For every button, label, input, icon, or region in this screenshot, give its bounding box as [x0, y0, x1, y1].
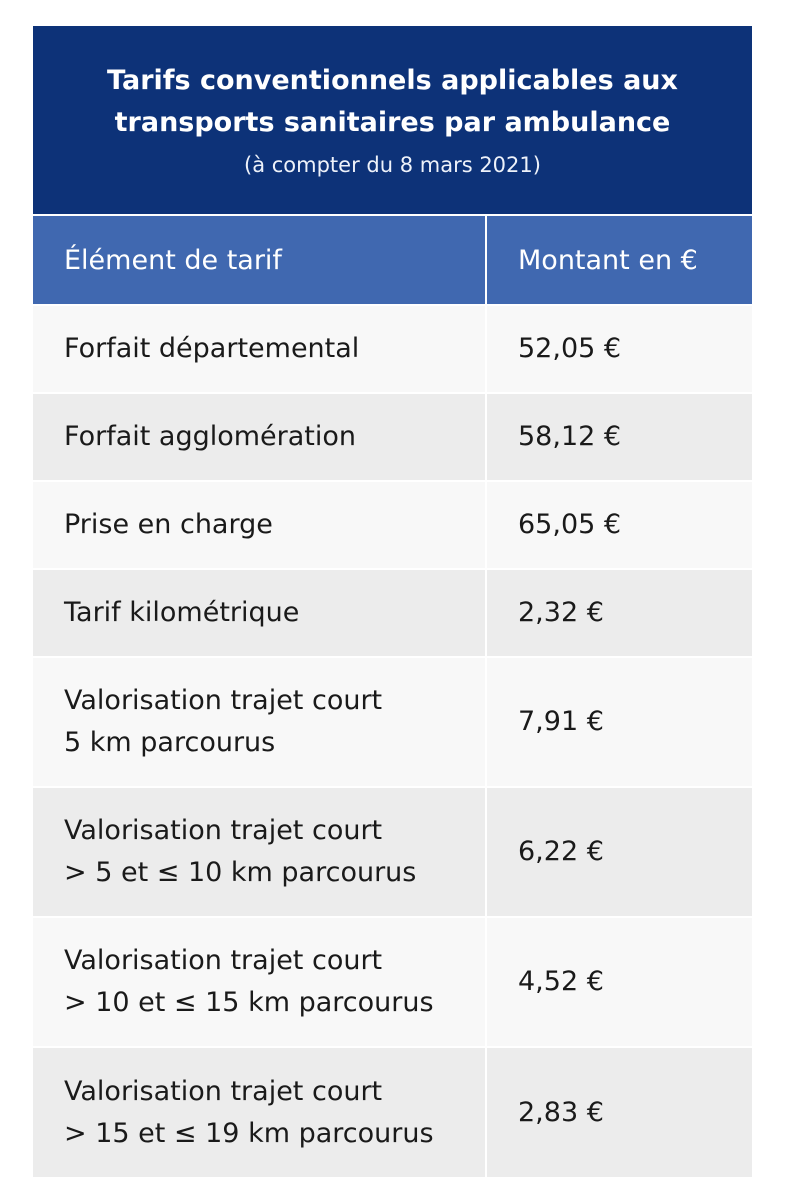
tariff-amount-cell: 4,52 €: [486, 917, 752, 1047]
tariff-element-label: Valorisation trajet court: [64, 815, 383, 846]
tariff-element-label: 5 km parcourus: [64, 727, 276, 758]
table-title-line-1: Tarifs conventionnels applicables aux: [107, 65, 678, 96]
table-body: [33, 305, 752, 1177]
tariff-element-label: > 15 et ≤ 19 km parcourus: [64, 1117, 434, 1149]
table-title-line-2: transports sanitaires par ambulance: [114, 107, 671, 138]
tariff-element-label: > 5 et ≤ 10 km parcourus: [64, 857, 417, 888]
column-header-element: Élément de tarif: [33, 215, 486, 305]
table-row: [33, 569, 752, 657]
tariff-amount-cell: 58,12 €: [486, 393, 752, 481]
tariff-element-label: Valorisation trajet court: [64, 945, 383, 976]
tariff-element-cell: [33, 393, 486, 481]
tariff-amount-cell: 2,32 €: [486, 569, 752, 657]
tariff-element-cell: [33, 917, 486, 1047]
tariff-element-cell: [33, 305, 486, 393]
table-subtitle: (à compter du 8 mars 2021): [244, 153, 541, 177]
tariff-element-label: Valorisation trajet court: [64, 685, 383, 716]
tariff-element-cell: [33, 657, 486, 787]
tariff-element-label: Prise en charge: [64, 509, 273, 540]
tariff-element-cell: [33, 481, 486, 569]
tariff-card: [33, 26, 752, 1177]
tariff-element-label: Forfait agglomération: [64, 421, 357, 452]
tariff-element-cell: [33, 569, 486, 657]
tariff-amount-cell: 65,05 €: [486, 481, 752, 569]
tariff-amount-cell: 2,83 €: [486, 1047, 752, 1177]
table-row: [33, 305, 752, 393]
table-row: [33, 1047, 752, 1177]
table-header-row: [33, 215, 752, 305]
tariff-element-label: Forfait départemental: [64, 333, 360, 364]
table-row: [33, 657, 752, 787]
tariff-amount-cell: 6,22 €: [486, 787, 752, 917]
title-block: [33, 26, 752, 214]
tariff-amount-cell: 52,05 €: [486, 305, 752, 393]
tariff-element-cell: [33, 1047, 486, 1177]
tariff-amount-cell: 7,91 €: [486, 657, 752, 787]
tariff-element-label: Tarif kilométrique: [64, 597, 300, 628]
column-header-amount: Montant en €: [486, 215, 752, 305]
tariff-element-cell: [33, 787, 486, 917]
table-row: [33, 917, 752, 1047]
table-row: [33, 787, 752, 917]
tariff-table: [33, 214, 752, 1177]
table-row: [33, 481, 752, 569]
tariff-element-label: > 10 et ≤ 15 km parcourus: [64, 987, 434, 1018]
table-row: [33, 393, 752, 481]
tariff-element-label: Valorisation trajet court: [64, 1075, 383, 1107]
